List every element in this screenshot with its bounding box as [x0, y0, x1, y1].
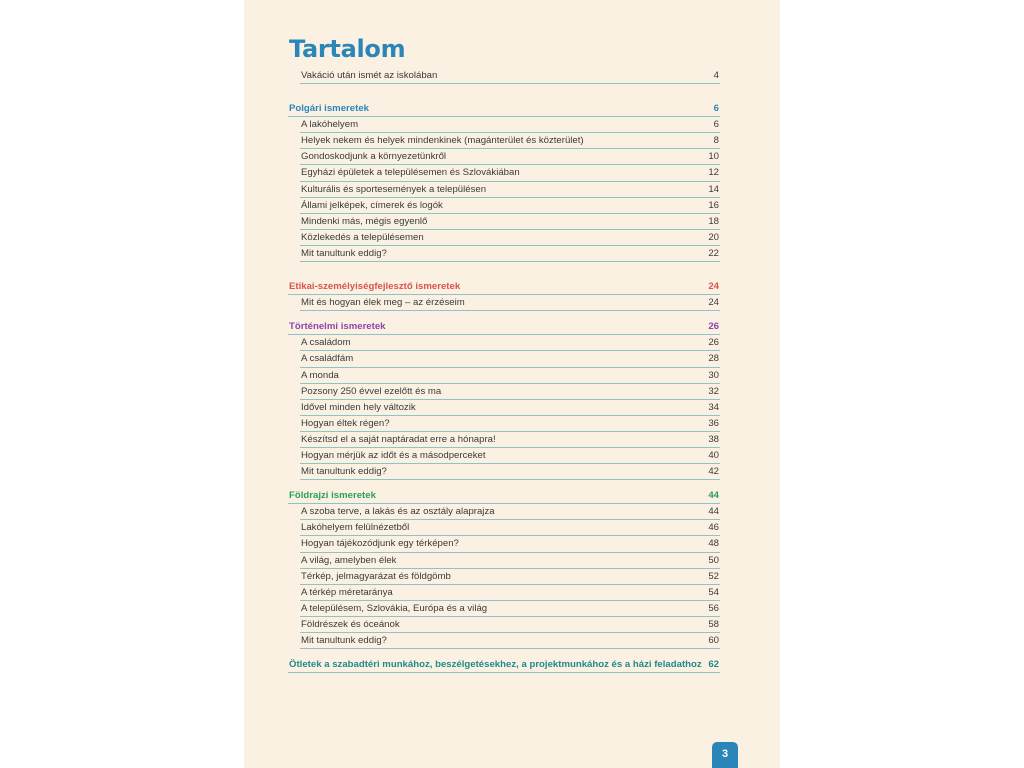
toc-entry-label: Mindenki más, mégis egyenlő	[301, 215, 428, 227]
toc-entry-label: A szoba terve, a lakás és az osztály alaprajza	[301, 506, 495, 518]
toc-entry[interactable]	[300, 182, 720, 198]
toc-entry-page: 34	[708, 401, 719, 413]
toc-entry-label: Helyek nekem és helyek mindenkinek (magánterület és közterület)	[301, 135, 584, 147]
toc-entry-label: Kulturális és sportesemények a településen	[301, 183, 487, 195]
toc-entry[interactable]	[300, 633, 720, 649]
toc-entry-label: Mit tanultunk eddig?	[301, 466, 387, 478]
toc-entry[interactable]	[300, 464, 720, 480]
toc-entry-label: A családom	[301, 337, 351, 349]
toc-entry[interactable]	[300, 165, 720, 181]
section-page: 6	[713, 103, 719, 115]
toc-entry[interactable]	[300, 384, 720, 400]
toc-entry[interactable]	[300, 617, 720, 633]
toc-entry[interactable]	[300, 149, 720, 165]
toc-entry-page: 28	[708, 353, 719, 365]
page-title: Tartalom	[289, 35, 406, 63]
section-spacer	[288, 480, 720, 488]
toc-entry-page: 20	[708, 231, 719, 243]
toc-section-heading[interactable]	[288, 488, 720, 504]
toc-entry-page: 10	[708, 151, 719, 163]
toc-entry-page: 18	[708, 215, 719, 227]
toc-entry-label: Egyházi épületek a településemen és Szlovákiában	[301, 167, 520, 179]
section-label: Földrajzi ismeretek	[289, 490, 376, 502]
toc-entry-page: 54	[708, 586, 719, 598]
toc-entry-label: Mit tanultunk eddig?	[301, 247, 387, 259]
toc-entry-page: 8	[713, 135, 719, 147]
toc-entry-label: A térkép méretaránya	[301, 586, 393, 598]
toc-entry-page: 14	[708, 183, 719, 195]
toc-entry-label: A lakóhelyem	[301, 119, 359, 131]
section-page: 44	[708, 490, 719, 502]
toc-entry[interactable]	[300, 133, 720, 149]
toc-entry-label: A családfám	[301, 353, 354, 365]
section-spacer	[288, 84, 720, 101]
toc-entry-label: Földrészek és óceánok	[301, 618, 400, 630]
toc-entry-page: 36	[708, 417, 719, 429]
section-page: 62	[708, 659, 719, 671]
toc-entry-intro[interactable]	[300, 68, 720, 84]
toc-entry-page: 22	[708, 247, 719, 259]
toc-entry[interactable]	[300, 295, 720, 311]
toc-entry-page: 42	[708, 466, 719, 478]
toc-entry[interactable]	[300, 536, 720, 552]
toc-entry[interactable]	[300, 569, 720, 585]
toc-entry[interactable]	[300, 198, 720, 214]
toc-section-heading[interactable]	[288, 279, 720, 295]
toc-entry-label: A településem, Szlovákia, Európa és a világ	[301, 602, 488, 614]
toc-entry-label: A világ, amelyben élek	[301, 554, 397, 566]
toc-entry[interactable]	[300, 368, 720, 384]
toc-entry[interactable]	[300, 601, 720, 617]
toc-section-heading[interactable]	[288, 657, 720, 673]
toc-section-heading[interactable]	[288, 101, 720, 117]
toc-entry-label: Pozsony 250 évvel ezelőtt és ma	[301, 385, 442, 397]
toc-entry-label: Állami jelképek, címerek és logók	[301, 199, 443, 211]
section-spacer	[288, 311, 720, 319]
toc-entry[interactable]	[300, 416, 720, 432]
toc-entry[interactable]	[300, 400, 720, 416]
table-of-contents	[288, 68, 720, 673]
toc-entry-page: 56	[708, 602, 719, 614]
section-label: Polgári ismeretek	[289, 103, 369, 115]
toc-entry-page: 48	[708, 538, 719, 550]
section-spacer	[288, 649, 720, 657]
toc-entry[interactable]	[300, 520, 720, 536]
toc-entry-page: 38	[708, 433, 719, 445]
toc-entry-page: 4	[713, 70, 719, 81]
toc-entry-page: 16	[708, 199, 719, 211]
toc-entry-page: 30	[708, 369, 719, 381]
toc-entry-label: Gondoskodjunk a környezetünkről	[301, 151, 447, 163]
toc-entry-label: Hogyan éltek régen?	[301, 417, 390, 429]
toc-entry-label: Hogyan tájékozódjunk egy térképen?	[301, 538, 459, 550]
toc-entry-label: A monda	[301, 369, 339, 381]
toc-entry[interactable]	[300, 335, 720, 351]
toc-entry[interactable]	[300, 448, 720, 464]
toc-entry-page: 50	[708, 554, 719, 566]
toc-entry-label: Térkép, jelmagyarázat és földgömb	[301, 570, 451, 582]
toc-entry-label: Vakáció után ismét az iskolában	[301, 70, 438, 81]
toc-entry-label: Idővel minden hely változik	[301, 401, 416, 413]
toc-entry-page: 6	[713, 119, 719, 131]
toc-entry[interactable]	[300, 246, 720, 262]
toc-entry[interactable]	[300, 214, 720, 230]
toc-entry[interactable]	[300, 504, 720, 520]
toc-entry-page: 58	[708, 618, 719, 630]
toc-entry-page: 44	[708, 506, 719, 518]
toc-entry-page: 32	[708, 385, 719, 397]
toc-entry-page: 52	[708, 570, 719, 582]
toc-entry-page: 40	[708, 449, 719, 461]
book-page	[244, 0, 780, 768]
section-label: Etikai-személyiségfejlesztő ismeretek	[289, 281, 461, 293]
toc-entry[interactable]	[300, 117, 720, 133]
toc-entry[interactable]	[300, 553, 720, 569]
toc-entry[interactable]	[300, 351, 720, 367]
toc-entry-page: 12	[708, 167, 719, 179]
section-label: Ötletek a szabadtéri munkához, beszélgetésekhez, a projektmunkához és a házi feladathoz	[289, 659, 702, 671]
toc-entry-label: Közlekedés a településemen	[301, 231, 424, 243]
toc-entry-page: 46	[708, 522, 719, 534]
toc-entry[interactable]	[300, 585, 720, 601]
toc-entry[interactable]	[300, 230, 720, 246]
toc-entry-page: 60	[708, 635, 719, 646]
toc-entry-label: Mit tanultunk eddig?	[301, 635, 387, 646]
toc-entry-page: 24	[708, 297, 719, 309]
toc-entry-label: Hogyan mérjük az időt és a másodperceket	[301, 449, 486, 461]
toc-entry-label: Mit és hogyan élek meg – az érzéseim	[301, 297, 465, 309]
section-label: Történelmi ismeretek	[289, 321, 386, 333]
section-page: 24	[708, 281, 719, 293]
toc-entry-label: Lakóhelyem felülnézetből	[301, 522, 410, 534]
section-page: 26	[708, 321, 719, 333]
toc-section-heading[interactable]	[288, 319, 720, 335]
toc-entry-page: 26	[708, 337, 719, 349]
section-spacer	[288, 262, 720, 279]
page-number: 3	[712, 742, 738, 768]
toc-entry-label: Készítsd el a saját naptáradat erre a hónapra!	[301, 433, 496, 445]
toc-entry[interactable]	[300, 432, 720, 448]
